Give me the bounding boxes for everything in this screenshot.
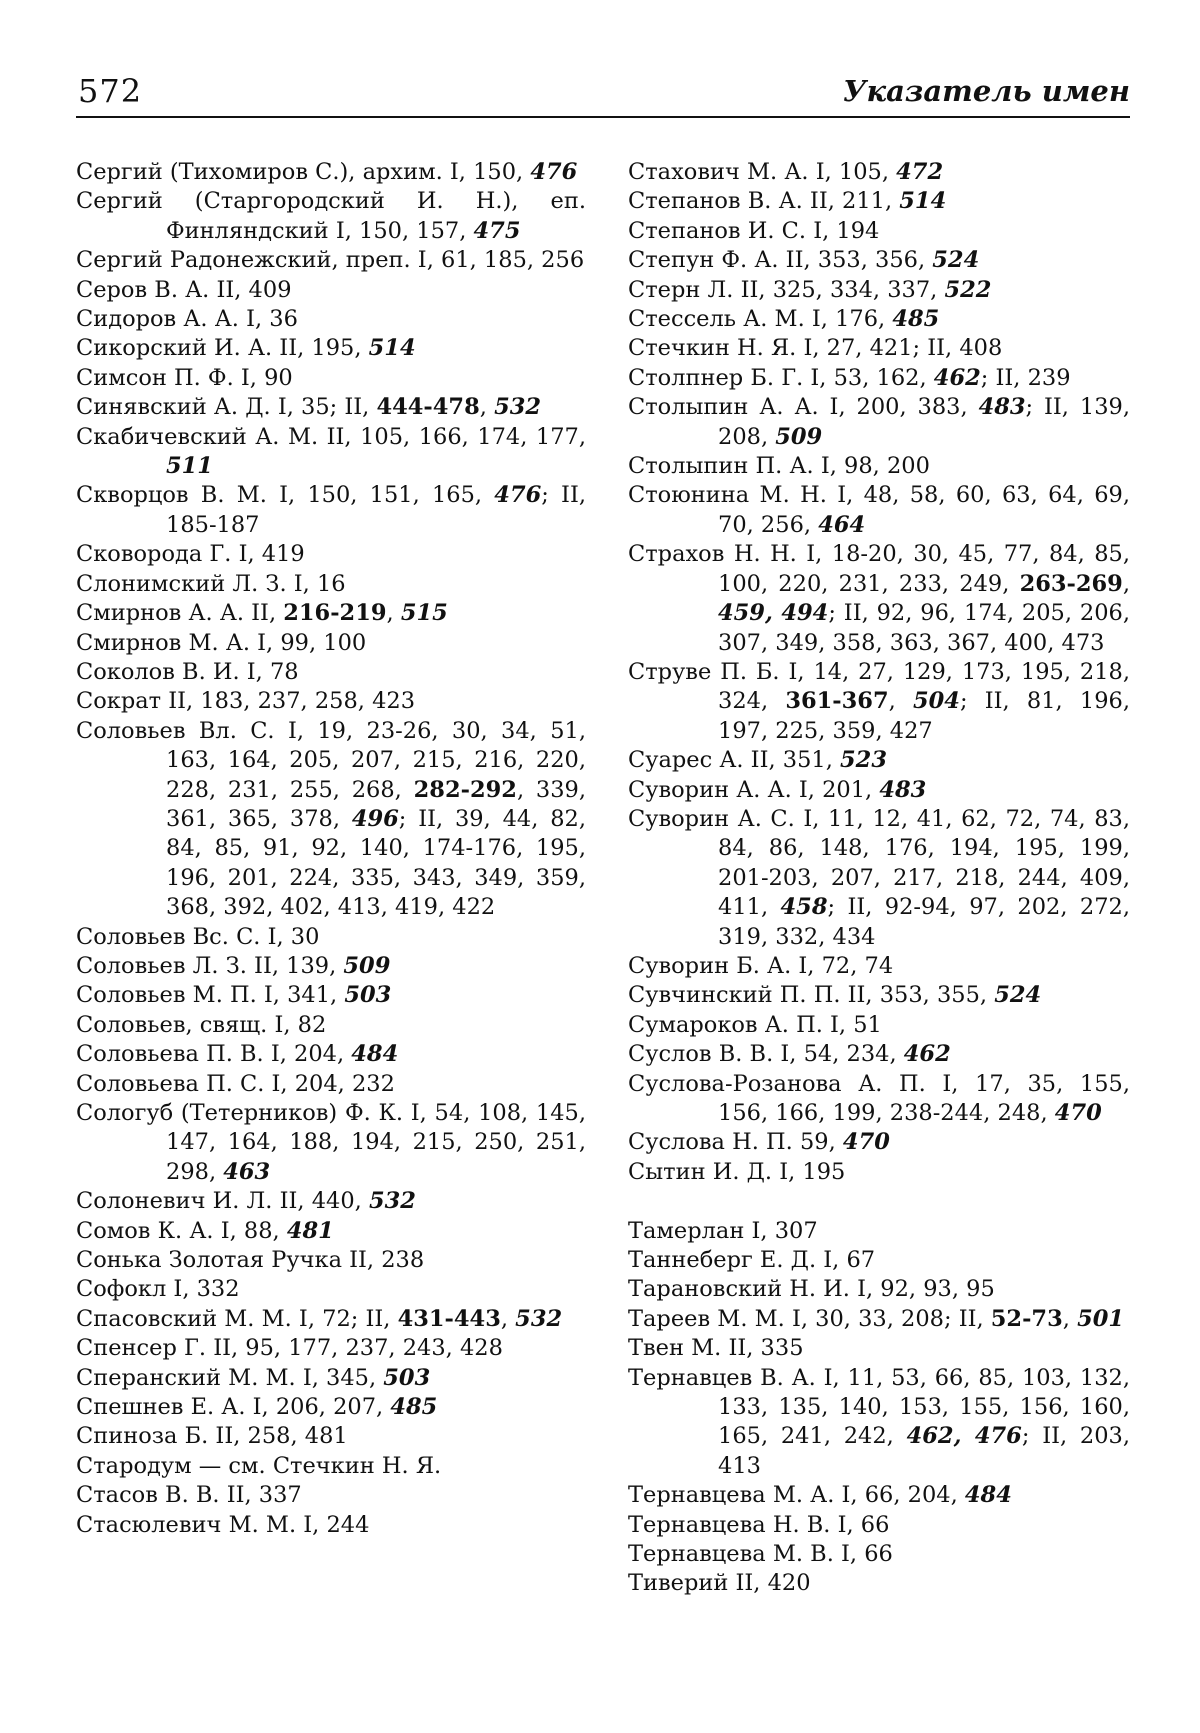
- index-entry: [76, 1511, 586, 1540]
- entry-pages-italic: 511: [166, 453, 213, 479]
- index-entry: [76, 599, 586, 628]
- entry-text: Серов В. А. II, 409: [76, 277, 292, 303]
- index-entry: [76, 334, 586, 363]
- entry-pages-italic: 463: [223, 1159, 270, 1185]
- entry-pages-italic: 462: [904, 1041, 951, 1067]
- entry-text: Сковорода Г. I, 419: [76, 541, 305, 567]
- index-entry: [76, 1040, 586, 1069]
- entry-text: Соловьева П. С. I, 204, 232: [76, 1071, 395, 1097]
- entry-text: Соловьев Л. З. II, 139,: [76, 953, 343, 979]
- entry-text: Сувчинский П. П. II, 353, 355,: [628, 982, 994, 1008]
- entry-text: Стечкин Н. Я. I, 27, 421; II, 408: [628, 335, 1002, 361]
- entry-text: Спешнев Е. А. I, 206, 207,: [76, 1394, 390, 1420]
- index-entry: [628, 1158, 1130, 1187]
- index-entry: [76, 1422, 586, 1451]
- index-entry: [76, 423, 586, 482]
- entry-text: , 339, 361, 365, 378,: [166, 777, 586, 832]
- entry-text: Стасюлевич М. М. I, 244: [76, 1512, 369, 1538]
- entry-text: ; II, 139, 208,: [718, 394, 1130, 449]
- entry-text: Сумароков А. П. I, 51: [628, 1012, 882, 1038]
- index-entry: [76, 629, 586, 658]
- index-entry: [628, 334, 1130, 363]
- entry-pages-italic: 484: [965, 1482, 1012, 1508]
- index-entry: [76, 1070, 586, 1099]
- index-entry: [628, 805, 1130, 952]
- entry-pages-italic: 514: [899, 188, 946, 214]
- entry-pages-bold: 263-269: [1020, 571, 1123, 597]
- entry-text: Соловьев М. П. I, 341,: [76, 982, 344, 1008]
- entry-pages-italic: 483: [979, 394, 1026, 420]
- entry-text: Сперанский М. М. I, 345,: [76, 1365, 383, 1391]
- index-entry: [76, 393, 586, 422]
- index-entry: [76, 1275, 586, 1304]
- index-entry: [628, 217, 1130, 246]
- index-entry: [628, 1364, 1130, 1482]
- entry-text: Сологуб (Тетерников) Ф. К. I, 54, 108, 145, 147, 164, 188, 194, 215, 250, 251, 298,: [76, 1100, 586, 1185]
- entry-text: Скабичевский А. М. II, 105, 166, 174, 177,: [76, 424, 586, 450]
- entry-pages-italic: 501: [1077, 1306, 1124, 1332]
- index-entry: [76, 952, 586, 981]
- entry-pages-italic: 462: [934, 365, 981, 391]
- entry-text: Стерн Л. II, 325, 334, 337,: [628, 277, 944, 303]
- entry-text: Столыпин А. А. I, 200, 383,: [628, 394, 979, 420]
- entry-text: ; II, 81, 196, 197, 225, 359, 427: [718, 688, 1130, 743]
- entry-text: ,: [1063, 1306, 1077, 1332]
- index-entry: [628, 981, 1130, 1010]
- index-entry: [76, 305, 586, 334]
- entry-text: Тернавцева М. В. I, 66: [628, 1541, 893, 1567]
- entry-pages-italic: 504: [913, 688, 960, 714]
- entry-text: Сонька Золотая Ручка II, 238: [76, 1247, 424, 1273]
- entry-text: Степун Ф. А. II, 353, 356,: [628, 247, 932, 273]
- entry-text: ; II, 203, 413: [718, 1423, 1130, 1478]
- index-entry: [76, 1246, 586, 1275]
- index-entry: [628, 1569, 1130, 1598]
- index-entry: [628, 776, 1130, 805]
- entry-pages-italic: 524: [994, 982, 1041, 1008]
- index-entry: [628, 952, 1130, 981]
- index-column-right: [628, 158, 1130, 1599]
- index-entry: [628, 246, 1130, 275]
- entry-text: Слонимский Л. З. I, 16: [76, 571, 346, 597]
- index-entry: [628, 1334, 1130, 1363]
- entry-pages-italic: 532: [369, 1188, 416, 1214]
- index-entry: [628, 305, 1130, 334]
- entry-text: Сикорский И. А. II, 195,: [76, 335, 369, 361]
- entry-pages-italic: 522: [944, 277, 991, 303]
- entry-text: Смирнов М. А. I, 99, 100: [76, 630, 366, 656]
- index-entry: [76, 1011, 586, 1040]
- index-entry: [76, 1393, 586, 1422]
- entry-pages-italic: 514: [369, 335, 416, 361]
- entry-text: Тареев М. М. I, 30, 33, 208; II,: [628, 1306, 991, 1332]
- entry-text: Сомов К. А. I, 88,: [76, 1218, 287, 1244]
- entry-text: Струве П. Б. I, 14, 27, 129, 173, 195, 218, 324,: [628, 659, 1130, 714]
- entry-pages-italic: 464: [818, 512, 865, 538]
- entry-text: ,: [480, 394, 494, 420]
- entry-text: Таннеберг Е. Д. I, 67: [628, 1247, 875, 1273]
- entry-text: ,: [1123, 571, 1130, 597]
- entry-text: Стасов В. В. II, 337: [76, 1482, 302, 1508]
- entry-text: Тарановский Н. И. I, 92, 93, 95: [628, 1276, 995, 1302]
- index-entry: [628, 1040, 1130, 1069]
- index-entry: [628, 452, 1130, 481]
- index-entry: [76, 364, 586, 393]
- entry-pages-italic: 485: [892, 306, 939, 332]
- entry-text: Стародум — см. Стечкин Н. Я.: [76, 1453, 441, 1479]
- index-entry: [628, 1275, 1130, 1304]
- index-entry: [628, 1128, 1130, 1157]
- index-entry: [628, 187, 1130, 216]
- entry-pages-italic: 524: [932, 247, 979, 273]
- entry-text: Соловьев Вс. С. I, 30: [76, 924, 319, 950]
- entry-text: ,: [501, 1306, 515, 1332]
- index-entry: [76, 187, 586, 246]
- index-entry: [76, 658, 586, 687]
- entry-text: Спиноза Б. II, 258, 481: [76, 1423, 348, 1449]
- entry-text: Тернавцев В. А. I, 11, 53, 66, 85, 103, 132, 133, 135, 140, 153, 155, 156, 160, 165, 241, 242,: [628, 1365, 1130, 1450]
- entry-text: Сергий (Тихомиров С.), архим. I, 150,: [76, 159, 530, 185]
- entry-text: Соловьев, свящ. I, 82: [76, 1012, 326, 1038]
- page-header: [76, 70, 1130, 118]
- entry-text: ; II, 239: [981, 365, 1071, 391]
- index-entry: [76, 687, 586, 716]
- entry-text: Тернавцева М. А. I, 66, 204,: [628, 1482, 965, 1508]
- entry-text: Стоюнина М. Н. I, 48, 58, 60, 63, 64, 69, 70, 256,: [628, 482, 1130, 537]
- entry-text: Спасовский М. М. I, 72; II,: [76, 1306, 398, 1332]
- entry-pages-italic: 515: [401, 600, 448, 626]
- entry-text: Соколов В. И. I, 78: [76, 659, 299, 685]
- entry-pages-italic: 462, 476: [907, 1423, 1022, 1449]
- entry-pages-italic: 472: [896, 159, 943, 185]
- page-number: 572: [78, 72, 142, 110]
- entry-text: Софокл I, 332: [76, 1276, 240, 1302]
- entry-text: Степанов В. А. II, 211,: [628, 188, 899, 214]
- entry-pages-italic: 483: [879, 777, 926, 803]
- entry-text: Страхов Н. Н. I, 18-20, 30, 45, 77, 84, 85, 100, 220, 231, 233, 249,: [628, 541, 1130, 596]
- entry-pages-italic: 509: [343, 953, 390, 979]
- index-entry: [628, 1481, 1130, 1510]
- entry-text: Симсон П. Ф. I, 90: [76, 365, 293, 391]
- index-entry: [628, 658, 1130, 746]
- index-entry: [628, 393, 1130, 452]
- index-entry: [628, 1511, 1130, 1540]
- entry-pages-italic: 532: [494, 394, 541, 420]
- entry-pages-bold: 216-219: [283, 600, 386, 626]
- entry-pages-bold: 282-292: [414, 777, 517, 803]
- entry-text: ,: [889, 688, 913, 714]
- entry-pages-italic: 476: [530, 159, 577, 185]
- entry-text: Твен М. II, 335: [628, 1335, 804, 1361]
- entry-text: Тиверий II, 420: [628, 1570, 811, 1596]
- index-column-left: [76, 158, 586, 1540]
- index-entry: [76, 246, 586, 275]
- index-entry: [76, 1305, 586, 1334]
- entry-text: Стахович М. А. I, 105,: [628, 159, 896, 185]
- index-entry: [628, 1217, 1130, 1246]
- entry-text: Сергий (Старгородский И. Н.), еп. Финляндский I, 150, 157,: [76, 188, 586, 243]
- index-entry: [76, 1334, 586, 1363]
- entry-text: Степанов И. С. I, 194: [628, 218, 879, 244]
- index-entry: [76, 923, 586, 952]
- entry-text: Столыпин П. А. I, 98, 200: [628, 453, 930, 479]
- index-entry: [628, 481, 1130, 540]
- entry-text: Тамерлан I, 307: [628, 1218, 818, 1244]
- entry-pages-italic: 503: [344, 982, 391, 1008]
- entry-text: Суслова-Розанова А. П. I, 17, 35, 155, 156, 166, 199, 238-244, 248,: [628, 1071, 1130, 1126]
- entry-text: Стессель А. М. I, 176,: [628, 306, 892, 332]
- index-entry: [628, 746, 1130, 775]
- entry-pages-bold: 361-367: [785, 688, 888, 714]
- index-entry: [628, 1070, 1130, 1129]
- index-entry: [628, 1305, 1130, 1334]
- entry-pages-italic: 470: [1055, 1100, 1102, 1126]
- entry-text: Сергий Радонежский, преп. I, 61, 185, 256: [76, 247, 584, 273]
- entry-pages-italic: 509: [775, 424, 822, 450]
- entry-pages-bold: 444-478: [376, 394, 479, 420]
- entry-pages-italic: 532: [515, 1306, 562, 1332]
- entry-text: Смирнов А. А. II,: [76, 600, 283, 626]
- entry-text: Соловьев Вл. С. I, 19, 23-26, 30, 34, 51, 163, 164, 205, 207, 215, 216, 220, 228, 231, 255, 268,: [76, 718, 586, 803]
- index-entry: [76, 1187, 586, 1216]
- entry-text: Скворцов В. М. I, 150, 151, 165,: [76, 482, 494, 508]
- entry-text: Соловьева П. В. I, 204,: [76, 1041, 351, 1067]
- index-entry: [628, 276, 1130, 305]
- entry-text: Солоневич И. Л. II, 440,: [76, 1188, 369, 1214]
- entry-text: ,: [387, 600, 401, 626]
- entry-pages-italic: 476: [494, 482, 541, 508]
- entry-pages-italic: 475: [474, 218, 521, 244]
- entry-text: Суворин Б. А. I, 72, 74: [628, 953, 893, 979]
- entry-pages-bold: 431-443: [398, 1306, 501, 1332]
- entry-pages-italic: 484: [351, 1041, 398, 1067]
- entry-text: ; II, 185-187: [166, 482, 586, 537]
- entry-pages-bold: 52-73: [991, 1306, 1063, 1332]
- entry-text: Сидоров А. А. I, 36: [76, 306, 298, 332]
- entry-text: ; II, 92, 96, 174, 205, 206, 307, 349, 358, 363, 367, 400, 473: [718, 600, 1130, 655]
- index-entry: [76, 717, 586, 923]
- index-entry: [76, 981, 586, 1010]
- entry-pages-italic: 523: [840, 747, 887, 773]
- index-entry: [76, 1099, 586, 1187]
- index-entry: [628, 158, 1130, 187]
- index-entry: [628, 540, 1130, 658]
- entry-pages-italic: 459, 494: [718, 600, 828, 626]
- entry-pages-italic: 503: [383, 1365, 430, 1391]
- entry-pages-italic: 470: [843, 1129, 890, 1155]
- entry-text: Суслова Н. П. 59,: [628, 1129, 843, 1155]
- index-entry: [76, 481, 586, 540]
- entry-pages-italic: 481: [287, 1218, 334, 1244]
- entry-text: Суворин А. А. I, 201,: [628, 777, 879, 803]
- entry-pages-italic: 485: [390, 1394, 437, 1420]
- index-entry: [628, 1011, 1130, 1040]
- index-entry: [628, 1540, 1130, 1569]
- entry-pages-italic: 458: [781, 894, 828, 920]
- entry-text: Синявский А. Д. I, 35; II,: [76, 394, 376, 420]
- entry-text: ; II, 92-94, 97, 202, 272, 319, 332, 434: [718, 894, 1130, 949]
- entry-pages-italic: 496: [352, 806, 399, 832]
- index-entry: [76, 570, 586, 599]
- entry-text: ; II, 39, 44, 82, 84, 85, 91, 92, 140, 174-176, 195, 196, 201, 224, 335, 343, 349, 359, 368, 392, 402, 413, 419, 422: [166, 806, 586, 920]
- entry-text: Суарес А. II, 351,: [628, 747, 840, 773]
- entry-text: Суворин А. С. I, 11, 12, 41, 62, 72, 74, 83, 84, 86, 148, 176, 194, 195, 199, 201-203, 207, 217, 218, 244, 409, 411,: [628, 806, 1130, 920]
- index-entry: [76, 1481, 586, 1510]
- index-entry: [76, 540, 586, 569]
- index-page: [0, 0, 1200, 1733]
- index-entry: [76, 158, 586, 187]
- entry-text: Тернавцева Н. В. I, 66: [628, 1512, 889, 1538]
- index-entry: [76, 276, 586, 305]
- index-entry: [76, 1452, 586, 1481]
- entry-text: Столпнер Б. Г. I, 53, 162,: [628, 365, 934, 391]
- entry-text: Суслов В. В. I, 54, 234,: [628, 1041, 904, 1067]
- running-title: Указатель имен: [843, 74, 1130, 108]
- index-entry: [628, 1246, 1130, 1275]
- entry-text: Спенсер Г. II, 95, 177, 237, 243, 428: [76, 1335, 503, 1361]
- index-entry: [628, 364, 1130, 393]
- index-entry: [76, 1217, 586, 1246]
- index-entry: [76, 1364, 586, 1393]
- entry-text: Сократ II, 183, 237, 258, 423: [76, 688, 415, 714]
- entry-text: Сытин И. Д. I, 195: [628, 1159, 845, 1185]
